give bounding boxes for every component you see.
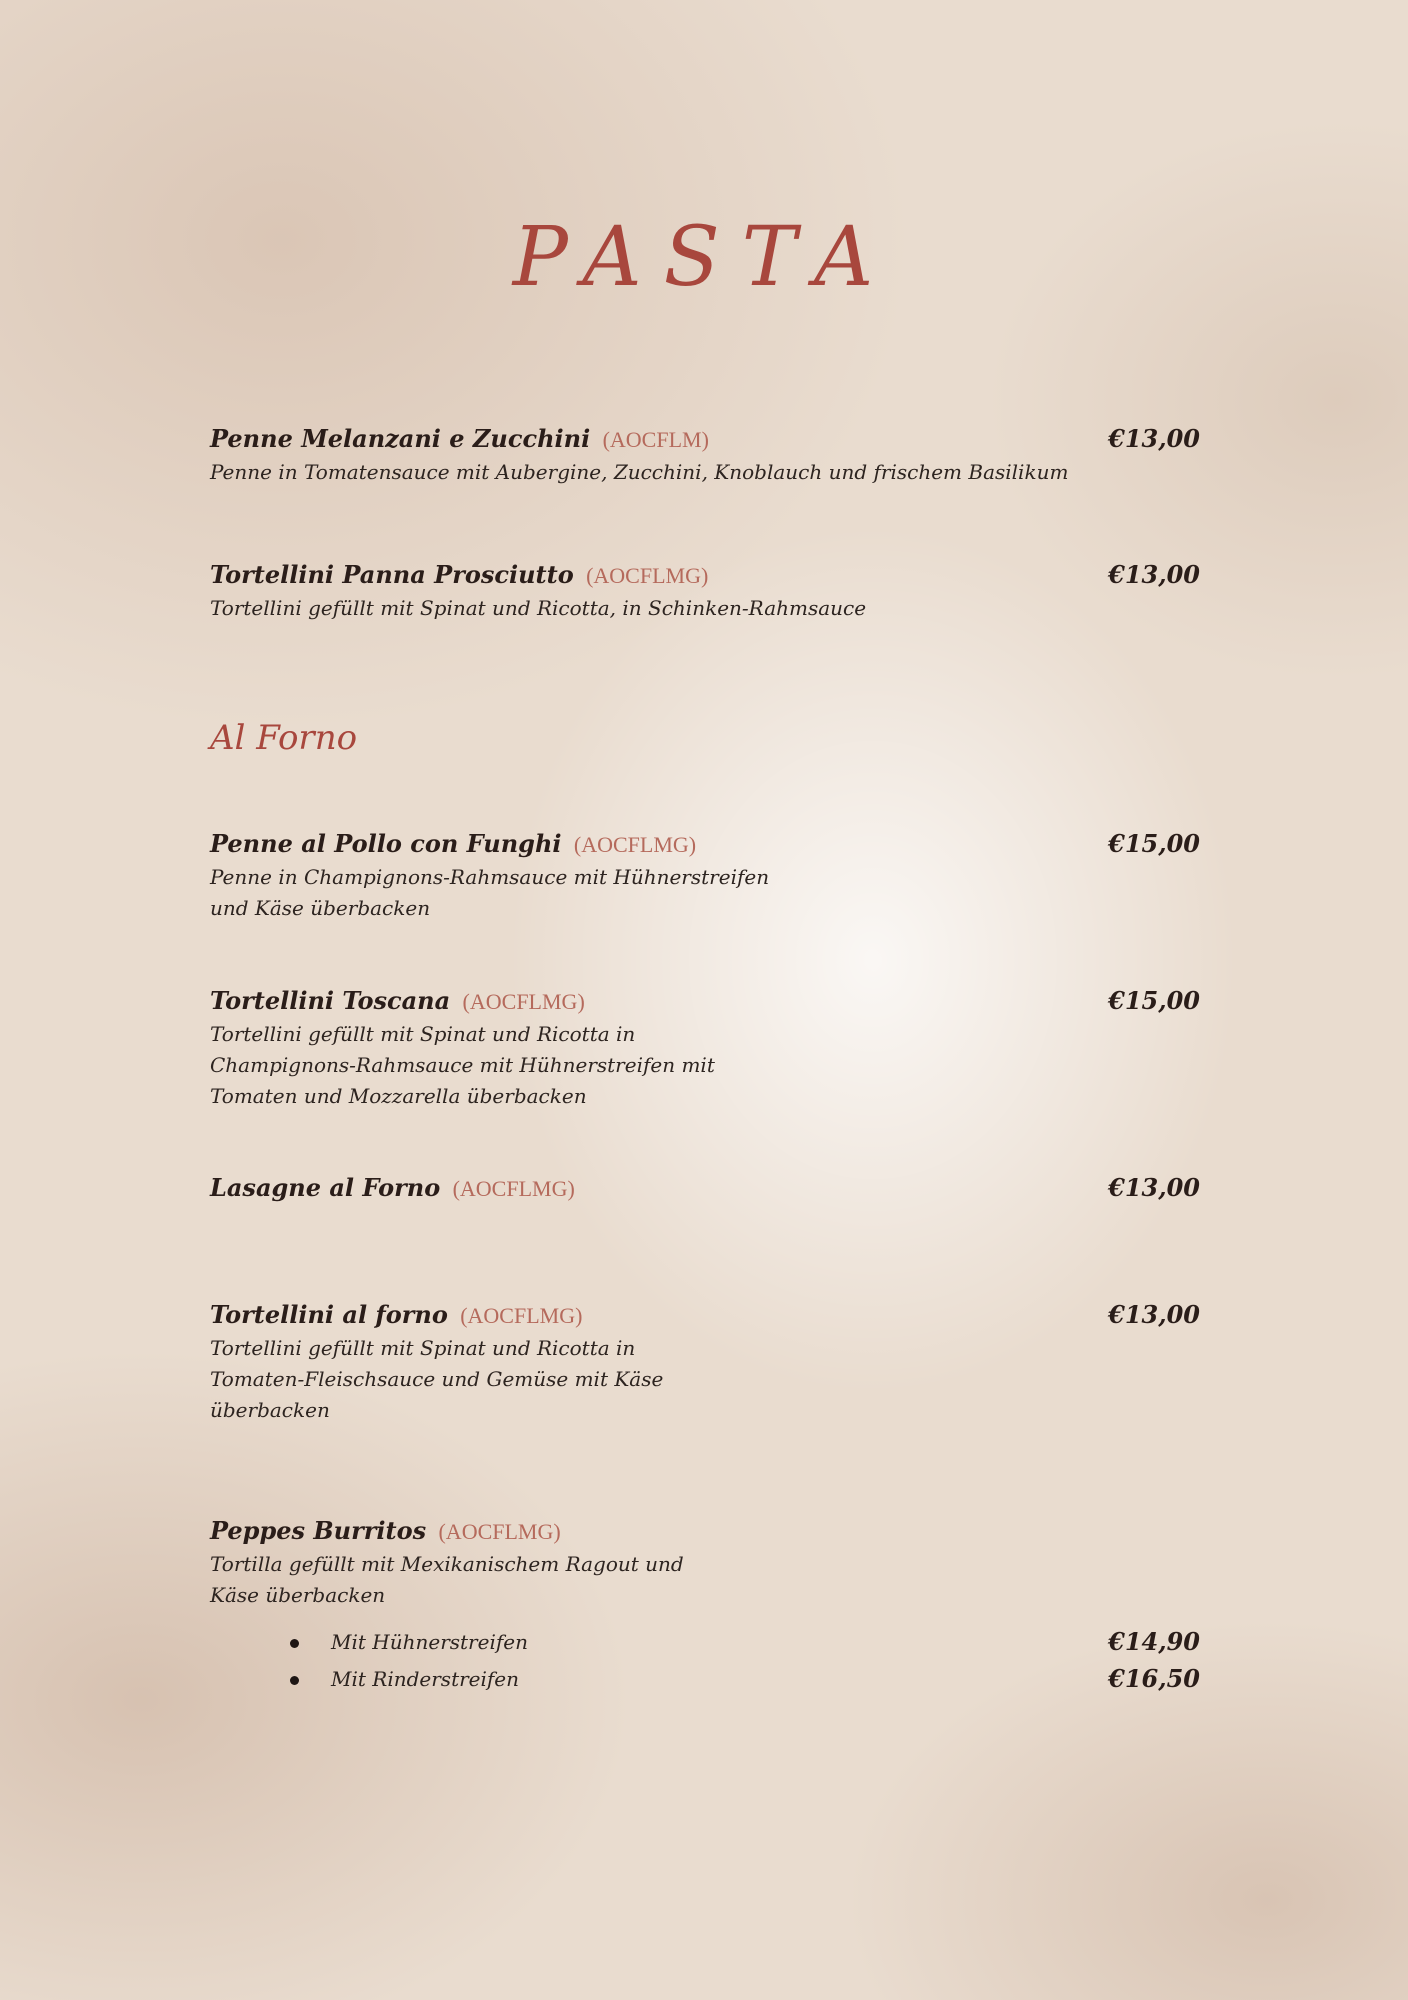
item-name: Tortellini Toscana — [210, 986, 451, 1015]
item-description: Tomaten und Mozzarella überbacken — [210, 1084, 587, 1108]
item-description: und Käse überbacken — [210, 896, 431, 920]
menu-item — [210, 986, 1200, 1112]
allergen-codes: (AOCFLMG) — [438, 1519, 561, 1544]
item-name: Lasagne al Forno — [210, 1173, 441, 1202]
item-description: Champignons-Rahmsauce mit Hühnerstreifen mit — [210, 1053, 715, 1077]
option-label: Mit Hühnerstreifen — [331, 1630, 528, 1654]
section-heading: Al Forno — [210, 718, 358, 758]
menu-item — [210, 829, 1200, 924]
allergen-codes: (AOCFLMG) — [462, 989, 585, 1014]
menu-item — [210, 1516, 1200, 1611]
item-description: Penne in Tomatensauce mit Aubergine, Zucchini, Knoblauch und frischem Basilikum — [210, 460, 1069, 484]
item-price: €13,00 — [1108, 1300, 1200, 1329]
item-price: €13,00 — [1108, 560, 1200, 589]
bullet-icon — [290, 1639, 299, 1648]
option-price: €14,90 — [1108, 1627, 1200, 1656]
item-description: Tortellini gefüllt mit Spinat und Ricotta in — [210, 1022, 636, 1046]
item-price: €15,00 — [1108, 829, 1200, 858]
menu-item — [210, 560, 1200, 624]
allergen-codes: (AOCFLMG) — [452, 1176, 575, 1201]
option-price: €16,50 — [1108, 1664, 1200, 1693]
burrito-option — [290, 1664, 1200, 1693]
item-description: Tortellini gefüllt mit Spinat und Ricotta in — [210, 1336, 636, 1360]
item-description: Tomaten-Fleischsauce und Gemüse mit Käse — [210, 1367, 664, 1391]
allergen-codes: (AOCFLM) — [602, 427, 709, 452]
item-name: Tortellini Panna Prosciutto — [210, 560, 574, 589]
item-price: €13,00 — [1108, 424, 1200, 453]
option-label: Mit Rinderstreifen — [331, 1667, 520, 1691]
burrito-option — [290, 1627, 1200, 1656]
page-title: PASTA — [512, 210, 896, 305]
allergen-codes: (AOCFLMG) — [586, 563, 709, 588]
menu-item — [210, 1300, 1200, 1426]
menu-item — [210, 424, 1200, 488]
allergen-codes: (AOCFLMG) — [573, 832, 697, 857]
item-name: Penne Melanzani e Zucchini — [210, 424, 591, 453]
item-price: €13,00 — [1108, 1173, 1200, 1202]
item-price: €15,00 — [1108, 986, 1200, 1015]
item-name: Peppes Burritos — [210, 1516, 427, 1545]
item-name: Tortellini al forno — [210, 1300, 448, 1329]
item-name: Penne al Pollo con Funghi — [210, 829, 562, 858]
bullet-icon — [290, 1676, 299, 1685]
allergen-codes: (AOCFLMG) — [460, 1303, 583, 1328]
item-description: überbacken — [210, 1398, 330, 1422]
item-description: Penne in Champignons-Rahmsauce mit Hühnerstreifen — [210, 865, 770, 889]
menu-item — [210, 1173, 1200, 1202]
item-description: Tortilla gefüllt mit Mexikanischem Ragout und — [210, 1552, 684, 1576]
item-description: Käse überbacken — [210, 1583, 386, 1607]
item-description: Tortellini gefüllt mit Spinat und Ricotta, in Schinken-Rahmsauce — [210, 596, 867, 620]
